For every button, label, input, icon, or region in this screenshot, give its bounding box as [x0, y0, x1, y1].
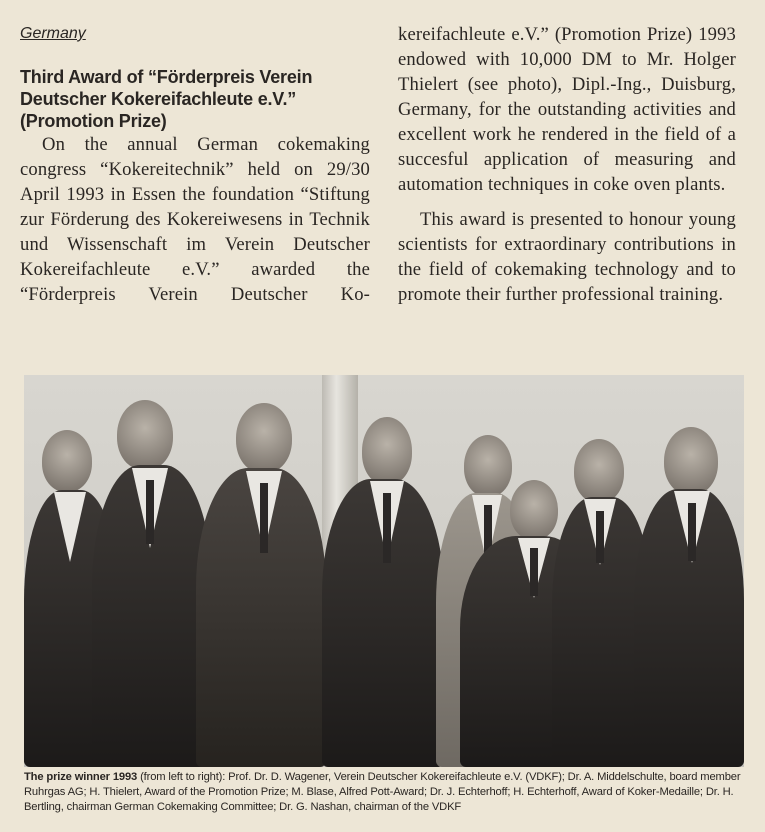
section-label: Germany [20, 25, 86, 42]
paragraph-1-left: On the annual German cokemaking congress “Kokereitechnik” held on 29/30 April 1993 in Essen the foundation “Stiftung zur Förderung des Kokereiwesens in Technik und Wissenschaft im Verein Deutscher Kokereifachleute e.V.” awarded the “Förderpreis Verein Deutscher Ko- [20, 134, 370, 305]
person-3 [196, 403, 326, 767]
caption-text: (from left to right): Prof. Dr. D. Wagener, Verein Deutscher Kokereifachleute e.V. (VDKF); Dr. A. Middelschulte, board member Ruhrgas AG; H. Thielert, Award of the Promotion Prize; M. Blase, Alfred Pott-Award; Dr. J. Echterhoff; H. Echterhoff, Award of Koker-Medaille; Dr. H. Bertling, chairman German Cokemaking Committee; Dr. G. Nashan, chairman of the VDKF [24, 771, 741, 813]
photo-caption [24, 770, 744, 815]
headline-line-3: (Promotion Prize) [20, 111, 167, 131]
group-photo [24, 375, 744, 767]
person-2 [92, 400, 212, 767]
person-4 [322, 417, 444, 767]
headline-line-2: Deutscher Kokereifachleute e.V.” [20, 89, 297, 109]
person-8 [634, 427, 744, 767]
paragraph-2: This award is presented to honour young scientists for extraordinary contributions in the field of cokemaking technology and to promote their further professional training. [398, 209, 736, 305]
headline-line-1: Third Award of “Förderpreis Verein [20, 67, 313, 87]
caption-lead: The prize winner 1993 [24, 771, 138, 783]
left-column [20, 22, 370, 307]
paragraph-1-right: kereifachleute e.V.” (Promotion Prize) 1993 endowed with 10,000 DM to Mr. Holger Thielert (see photo), Dipl.-Ing., Duisburg, Germany, for the outstanding activities and excellent work he rendered in the field of a succesful application of measuring and automation techniques in coke oven plants. [398, 24, 736, 195]
right-column [398, 22, 736, 307]
article-headline [20, 66, 370, 132]
